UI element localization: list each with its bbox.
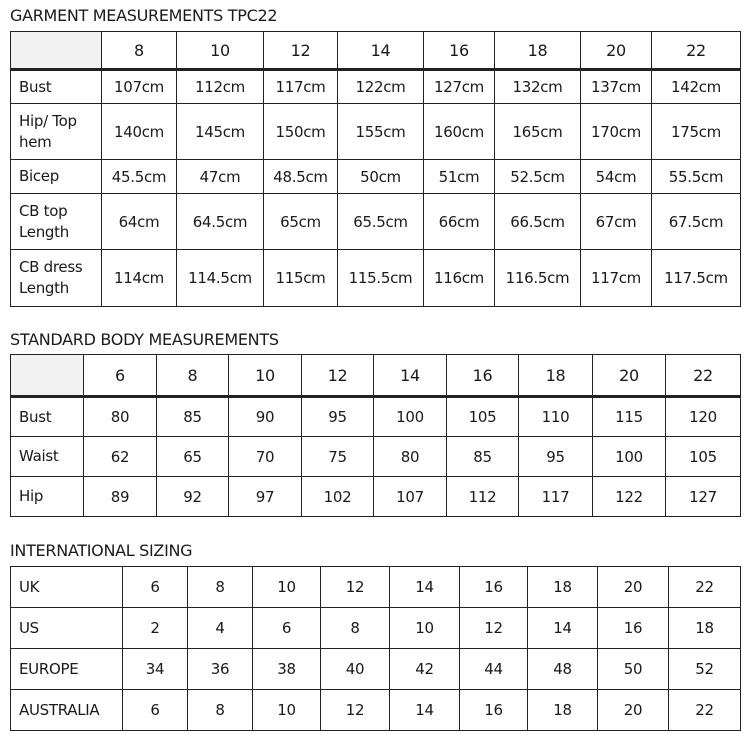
row-label: Bust	[11, 70, 102, 104]
table-cell: 10	[253, 567, 321, 608]
row-label: Hip/ Top hem	[11, 104, 102, 160]
garment-size-header: 14	[338, 32, 424, 70]
table-cell: 8	[188, 690, 253, 731]
table-cell: 40	[321, 649, 390, 690]
body-row-bust	[11, 397, 741, 437]
table-cell: 117cm	[581, 250, 652, 307]
table-cell: 44	[460, 649, 528, 690]
garment-size-header: 8	[102, 32, 177, 70]
row-label: UK	[11, 567, 123, 608]
table-cell: 10	[390, 608, 460, 649]
table-cell: 105	[447, 397, 519, 437]
table-cell: 14	[390, 567, 460, 608]
garment-size-header: 10	[177, 32, 264, 70]
table-cell: 155cm	[338, 104, 424, 160]
table-cell: 70	[229, 437, 302, 477]
row-label: CB top Length	[11, 194, 102, 250]
table-cell: 12	[321, 690, 390, 731]
table-cell: 142cm	[652, 70, 741, 104]
table-cell: 22	[669, 690, 741, 731]
table-cell: 52	[669, 649, 741, 690]
body-size-header: 20	[593, 355, 666, 397]
table-cell: 80	[374, 437, 447, 477]
garment-row-bust	[11, 70, 741, 104]
table-cell: 67cm	[581, 194, 652, 250]
table-cell: 18	[528, 567, 598, 608]
table-cell: 66.5cm	[495, 194, 581, 250]
table-cell: 16	[460, 690, 528, 731]
body-row-waist	[11, 437, 741, 477]
table-cell: 64.5cm	[177, 194, 264, 250]
table-cell: 102	[302, 477, 374, 517]
table-cell: 112cm	[177, 70, 264, 104]
table-cell: 116cm	[424, 250, 495, 307]
garment-size-header: 18	[495, 32, 581, 70]
table-cell: 115	[593, 397, 666, 437]
table-cell: 65	[157, 437, 229, 477]
body-size-header: 14	[374, 355, 447, 397]
table-cell: 42	[390, 649, 460, 690]
table-cell: 95	[519, 437, 593, 477]
body-header-row	[11, 355, 741, 397]
table-cell: 132cm	[495, 70, 581, 104]
table-cell: 122cm	[338, 70, 424, 104]
table-cell: 6	[123, 690, 188, 731]
garment-corner-cell	[11, 32, 102, 70]
table-cell: 85	[157, 397, 229, 437]
table-cell: 6	[123, 567, 188, 608]
table-cell: 18	[528, 690, 598, 731]
row-label: AUSTRALIA	[11, 690, 123, 731]
table-cell: 107	[374, 477, 447, 517]
table-cell: 170cm	[581, 104, 652, 160]
garment-measurements-table	[10, 31, 741, 307]
garment-row-cb-dress-length	[11, 250, 741, 307]
table-cell: 175cm	[652, 104, 741, 160]
body-size-header: 8	[157, 355, 229, 397]
table-cell: 62	[84, 437, 157, 477]
table-cell: 107cm	[102, 70, 177, 104]
table-cell: 115.5cm	[338, 250, 424, 307]
body-size-header: 6	[84, 355, 157, 397]
table-cell: 4	[188, 608, 253, 649]
table-cell: 14	[528, 608, 598, 649]
table-cell: 54cm	[581, 160, 652, 194]
row-label: EUROPE	[11, 649, 123, 690]
table-cell: 145cm	[177, 104, 264, 160]
body-row-hip	[11, 477, 741, 517]
garment-section-title: GARMENT MEASUREMENTS TPC22	[10, 6, 278, 25]
row-label: Waist	[11, 437, 84, 477]
table-cell: 114.5cm	[177, 250, 264, 307]
international-row-us	[11, 608, 741, 649]
body-size-header: 12	[302, 355, 374, 397]
table-cell: 165cm	[495, 104, 581, 160]
table-cell: 100	[374, 397, 447, 437]
body-section-title: STANDARD BODY MEASUREMENTS	[10, 330, 279, 349]
table-cell: 18	[669, 608, 741, 649]
table-cell: 95	[302, 397, 374, 437]
table-cell: 120	[666, 397, 741, 437]
table-cell: 67.5cm	[652, 194, 741, 250]
table-cell: 97	[229, 477, 302, 517]
table-cell: 10	[253, 690, 321, 731]
table-cell: 127cm	[424, 70, 495, 104]
row-label: Bust	[11, 397, 84, 437]
garment-size-header: 22	[652, 32, 741, 70]
garment-size-header: 12	[264, 32, 338, 70]
table-cell: 20	[598, 567, 669, 608]
international-row-uk	[11, 567, 741, 608]
garment-size-header: 16	[424, 32, 495, 70]
garment-header-row	[11, 32, 741, 70]
garment-row-bicep	[11, 160, 741, 194]
table-cell: 14	[390, 690, 460, 731]
table-cell: 127	[666, 477, 741, 517]
table-cell: 12	[321, 567, 390, 608]
table-cell: 8	[321, 608, 390, 649]
body-size-header: 10	[229, 355, 302, 397]
table-cell: 105	[666, 437, 741, 477]
table-cell: 160cm	[424, 104, 495, 160]
table-cell: 20	[598, 690, 669, 731]
table-cell: 75	[302, 437, 374, 477]
body-corner-cell	[11, 355, 84, 397]
table-cell: 50	[598, 649, 669, 690]
body-size-header: 22	[666, 355, 741, 397]
table-cell: 150cm	[264, 104, 338, 160]
table-cell: 117cm	[264, 70, 338, 104]
table-cell: 65cm	[264, 194, 338, 250]
table-cell: 140cm	[102, 104, 177, 160]
table-cell: 66cm	[424, 194, 495, 250]
table-cell: 52.5cm	[495, 160, 581, 194]
table-cell: 12	[460, 608, 528, 649]
table-cell: 34	[123, 649, 188, 690]
table-cell: 22	[669, 567, 741, 608]
table-cell: 47cm	[177, 160, 264, 194]
table-cell: 8	[188, 567, 253, 608]
body-size-header: 16	[447, 355, 519, 397]
table-cell: 85	[447, 437, 519, 477]
row-label: CB dress Length	[11, 250, 102, 307]
table-cell: 110	[519, 397, 593, 437]
international-section-title: INTERNATIONAL SIZING	[10, 541, 193, 560]
table-cell: 80	[84, 397, 157, 437]
table-cell: 38	[253, 649, 321, 690]
table-cell: 16	[460, 567, 528, 608]
international-sizing-table	[10, 566, 741, 731]
international-row-europe	[11, 649, 741, 690]
table-cell: 117.5cm	[652, 250, 741, 307]
table-cell: 89	[84, 477, 157, 517]
table-cell: 114cm	[102, 250, 177, 307]
table-cell: 116.5cm	[495, 250, 581, 307]
table-cell: 6	[253, 608, 321, 649]
table-cell: 36	[188, 649, 253, 690]
row-label: Bicep	[11, 160, 102, 194]
garment-row-cb-top-length	[11, 194, 741, 250]
table-cell: 92	[157, 477, 229, 517]
table-cell: 64cm	[102, 194, 177, 250]
table-cell: 2	[123, 608, 188, 649]
table-cell: 65.5cm	[338, 194, 424, 250]
row-label: US	[11, 608, 123, 649]
table-cell: 100	[593, 437, 666, 477]
table-cell: 45.5cm	[102, 160, 177, 194]
table-cell: 112	[447, 477, 519, 517]
table-cell: 117	[519, 477, 593, 517]
table-cell: 137cm	[581, 70, 652, 104]
table-cell: 50cm	[338, 160, 424, 194]
table-cell: 122	[593, 477, 666, 517]
table-cell: 48	[528, 649, 598, 690]
international-row-australia	[11, 690, 741, 731]
garment-size-header: 20	[581, 32, 652, 70]
table-cell: 90	[229, 397, 302, 437]
garment-row-hip	[11, 104, 741, 160]
table-cell: 16	[598, 608, 669, 649]
table-cell: 55.5cm	[652, 160, 741, 194]
body-measurements-table	[10, 354, 741, 517]
row-label: Hip	[11, 477, 84, 517]
table-cell: 51cm	[424, 160, 495, 194]
body-size-header: 18	[519, 355, 593, 397]
table-cell: 48.5cm	[264, 160, 338, 194]
table-cell: 115cm	[264, 250, 338, 307]
